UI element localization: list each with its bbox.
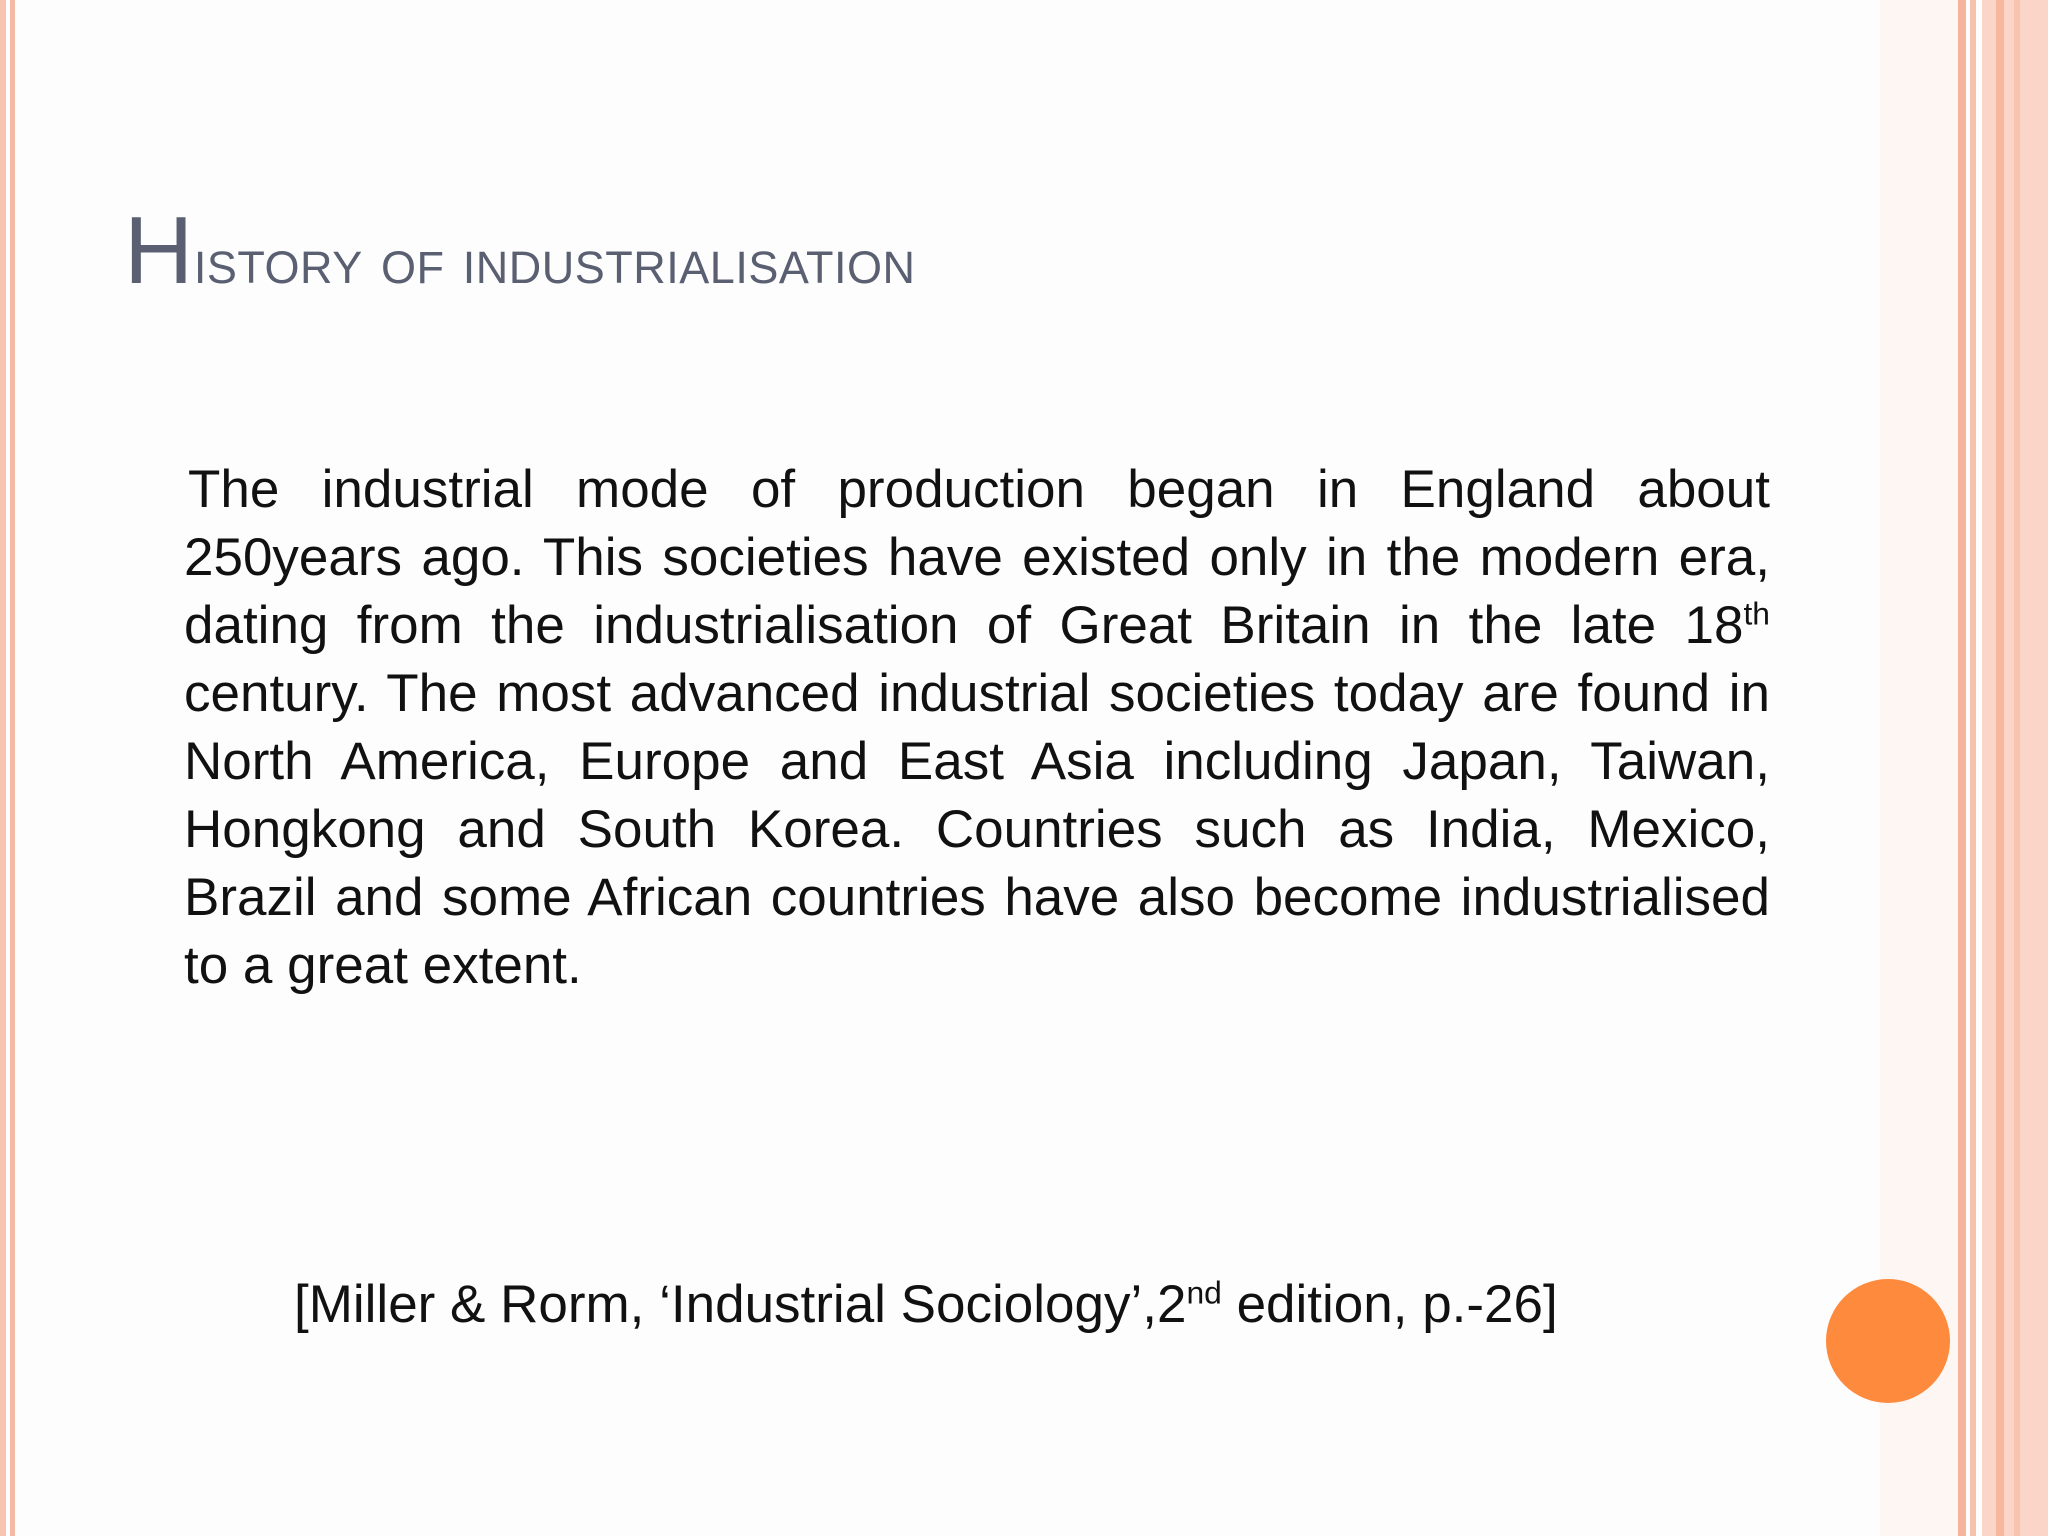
citation bbox=[294, 1274, 1558, 1335]
slide-title bbox=[124, 196, 916, 306]
body-paragraph bbox=[170, 456, 1770, 1000]
right-border-stripe bbox=[1958, 0, 1966, 1536]
citation-part: edition, p.-26] bbox=[1221, 1275, 1558, 1334]
right-border-stripe bbox=[1996, 0, 2004, 1536]
right-border-stripe bbox=[1970, 0, 1976, 1536]
body-text-part: century. The most advanced industrial societies today are found in North America, Europe and East Asia including Japan, Taiwan, Hongkong and South Korea. Countries such as India, Mexico, Brazil and some African countries have also become industrialised to a great extent. bbox=[184, 664, 1770, 995]
citation-part: [Miller & Rorm, ‘Industrial Sociology’,2 bbox=[294, 1275, 1187, 1334]
ordinal-suffix: th bbox=[1743, 595, 1770, 632]
left-border-stripe bbox=[0, 0, 6, 1536]
ordinal-suffix: nd bbox=[1186, 1274, 1222, 1311]
slide-title-rest: istory of industrialisation bbox=[193, 225, 916, 297]
right-border-stripe bbox=[2014, 0, 2020, 1536]
body-text-part: The industrial mode of production began in England about 250years ago. This societies have existed only in the modern era, dating from the industrialisation of Great Britain in the late 18 bbox=[184, 460, 1770, 655]
slide-title-initial: H bbox=[124, 197, 194, 304]
orange-circle-bullet-icon bbox=[1826, 1279, 1950, 1403]
left-border-stripe bbox=[10, 0, 15, 1536]
